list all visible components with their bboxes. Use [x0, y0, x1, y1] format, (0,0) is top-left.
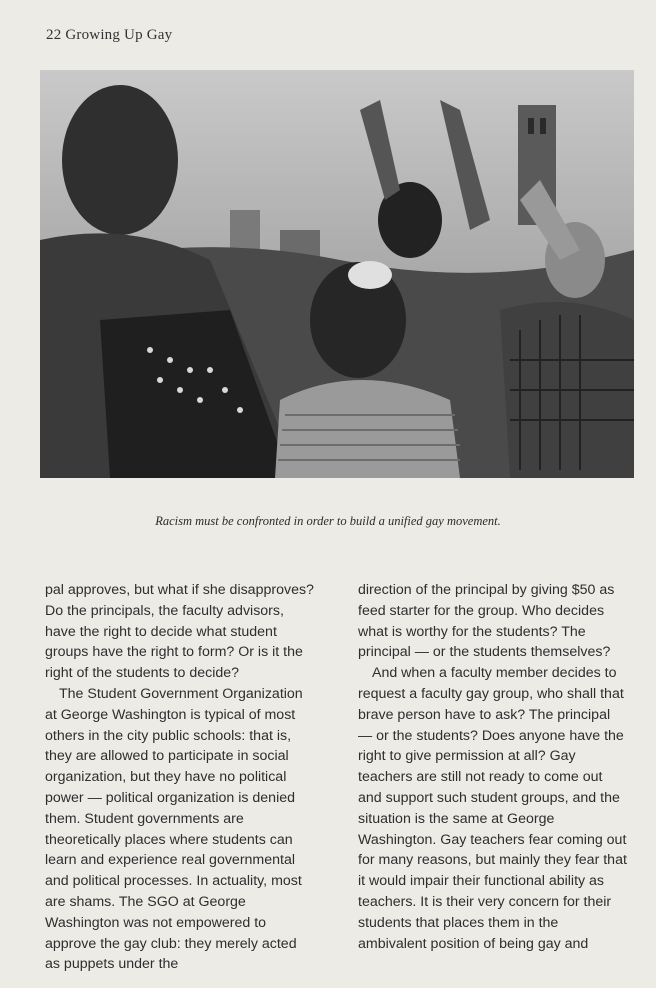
crowd-photograph [40, 70, 634, 478]
page-number: 22 [46, 27, 62, 43]
right-column [358, 580, 628, 954]
figure-caption: Racism must be confronted in order to build a unified gay movement. [155, 514, 501, 528]
paragraph: The Student Government Organization at George Washington is typical of most others in the city public schools: that is, they are allowed to participate in social organization, but they have no political power — political organization is denied them. Student governments are theoretically places where students can learn and experience real governmental and political processes. In actuality, most are shams. The SGO at George Washington was not empowered to approve the gay club: they merely acted as puppets under the [45, 685, 303, 973]
running-head [46, 27, 172, 44]
paragraph: pal approves, but what if she disapproves? Do the principals, the faculty advisors, have the right to decide what student groups have the right to form? Or is it the right of the students to decide? [45, 582, 314, 682]
running-title: Growing Up Gay [65, 27, 173, 43]
paragraph: And when a faculty member decides to request a faculty gay group, who shall that brave person have to ask? The principal — or the students? Does anyone have the right to give permission at all? Gay teachers are still not ready to come out and support such student groups, and the situation is the same at George Washington. Gay teachers fear coming out for many reasons, but mainly they fear that it would impair their functional ability as teachers. It is their very concern for their students that places them in the ambivalent position of being gay and [358, 665, 627, 952]
paragraph: direction of the principal by giving $50 as feed starter for the group. Who decides what is worthy for the students? The principal — or the students themselves? [358, 582, 615, 661]
left-column [45, 580, 315, 975]
